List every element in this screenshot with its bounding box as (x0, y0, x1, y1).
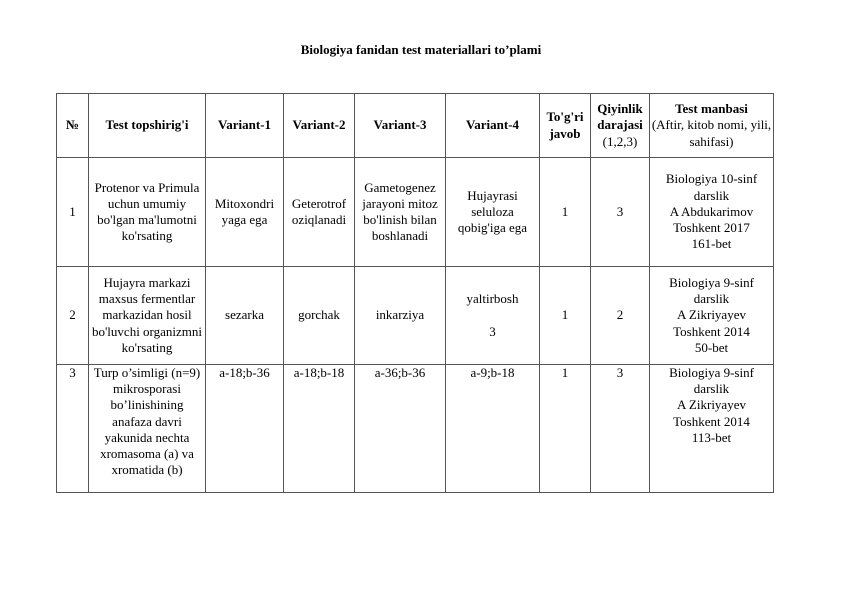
source-line: Toshkent 2017 (673, 220, 750, 236)
table-row (57, 267, 774, 365)
cell-variant-1: a-18;b-36 (206, 365, 284, 493)
cell-correct-answer: 1 (540, 267, 591, 365)
cell-correct-answer: 1 (540, 365, 591, 493)
source-line: Biologiya 10-sinf darslik (665, 171, 758, 203)
header-row (57, 94, 774, 158)
test-table (56, 93, 774, 493)
header-difficulty (591, 94, 650, 158)
cell-variant-4: Hujayrasi seluloza qobig'iga ega (446, 158, 540, 267)
header-source-detail: (Aftir, kitob nomi, yili, sahifasi) (651, 117, 772, 149)
variant-4-text: yaltirbosh (466, 291, 519, 307)
cell-variant-1: sezarka (206, 267, 284, 365)
page-title: Biologiya fanidan test materiallari to’plami (300, 42, 542, 57)
cell-variant-4 (446, 267, 540, 365)
cell-task: Turp o’simligi (n=9) mikrosporasi bo’linishining anafaza davri yakunida nechta xromasoma (a) va xromatida (b) (89, 365, 206, 493)
table-row (57, 365, 774, 493)
cell-num: 1 (57, 158, 89, 267)
cell-task: Protenor va Primula uchun umumiy bo'lgan ma'lumotni ko'rsating (89, 158, 206, 267)
header-num: № (57, 94, 89, 158)
cell-variant-2: a-18;b-18 (284, 365, 355, 493)
source-line: Biologiya 9-sinf darslik (669, 365, 754, 397)
cell-difficulty: 3 (591, 365, 650, 493)
source-line: A Abdukarimov (669, 203, 754, 219)
cell-source (650, 267, 774, 365)
source-line: Biologiya 9-sinf darslik (669, 274, 754, 307)
cell-difficulty: 2 (591, 267, 650, 365)
header-variant-1: Variant-1 (206, 94, 284, 158)
cell-variant-2: Geterotrof oziqlanadi (284, 158, 355, 267)
cell-variant-2: gorchak (284, 267, 355, 365)
cell-variant-4: a-9;b-18 (446, 365, 540, 493)
cell-num: 2 (57, 267, 89, 365)
cell-correct-answer: 1 (540, 158, 591, 267)
cell-source (650, 158, 774, 267)
cell-difficulty: 3 (591, 158, 650, 267)
header-task: Test topshirig'i (89, 94, 206, 158)
cell-source (650, 365, 774, 493)
table-row (57, 158, 774, 267)
header-correct-answer: To'g'ri javob (540, 94, 591, 158)
source-line: 161-bet (691, 236, 732, 252)
source-line: A Zikriyayev (677, 397, 746, 413)
source-line: 50-bet (694, 339, 729, 355)
cell-variant-3: a-36;b-36 (355, 365, 446, 493)
header-difficulty-scale: (1,2,3) (602, 133, 638, 149)
header-variant-3: Variant-3 (355, 94, 446, 158)
source-line: Toshkent 2014 (673, 413, 750, 429)
source-line: Toshkent 2014 (673, 323, 750, 339)
cell-task: Hujayra markazi maxsus fermentlar markazidan hosil bo'luvchi organizmni ko'rsating (89, 267, 206, 365)
cell-variant-1: Mitoxondri yaga ega (206, 158, 284, 267)
source-line: A Zikriyayev (677, 307, 746, 323)
header-source-label: Test manbasi (675, 101, 748, 117)
header-variant-4: Variant-4 (446, 94, 540, 158)
header-difficulty-label: Qiyinlik darajasi (597, 101, 643, 133)
header-source (650, 94, 774, 158)
cell-variant-3: Gametogenez jarayoni mitoz bo'linish bilan boshlanadi (355, 158, 446, 267)
source-line: 113-bet (691, 429, 732, 445)
cell-num: 3 (57, 365, 89, 493)
cell-variant-3: inkarziya (355, 267, 446, 365)
variant-4-extra: 3 (489, 323, 496, 339)
header-variant-2: Variant-2 (284, 94, 355, 158)
